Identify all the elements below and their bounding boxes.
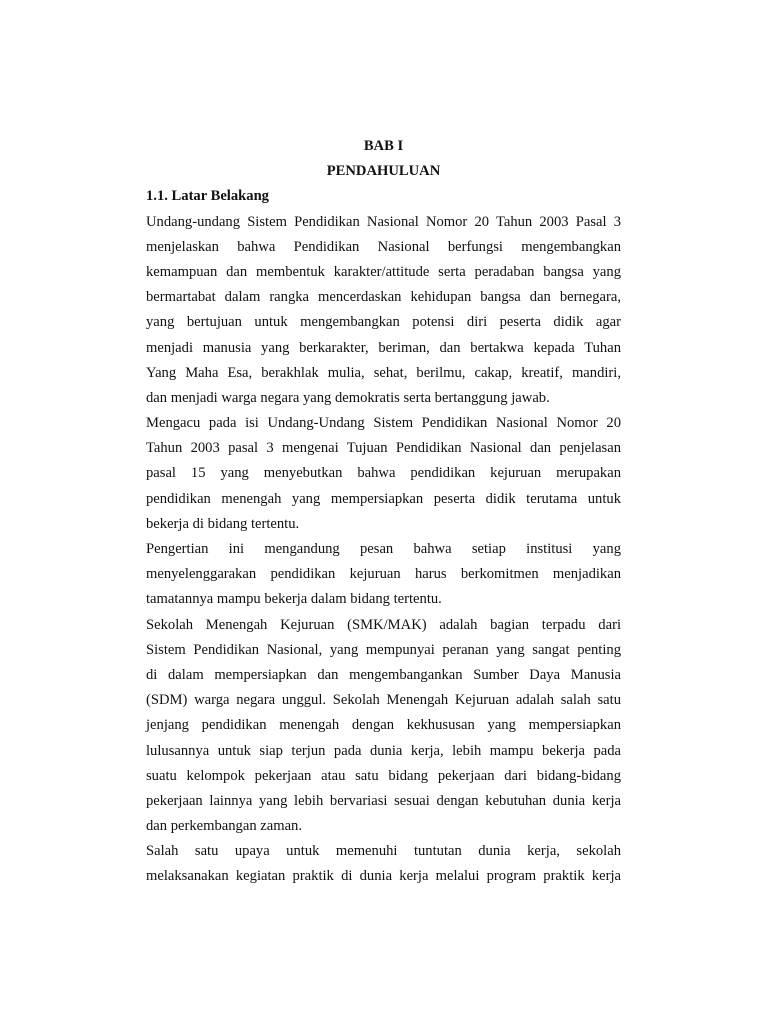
text-line: Mengacu pada isi Undang-Undang Sistem Pendidikan Nasional Nomor 20 — [146, 415, 621, 432]
text-line: pendidikan menengah yang mempersiapkan peserta didik terutama untuk — [146, 490, 621, 507]
document-page — [146, 134, 621, 890]
text-line: suatu kelompok pekerjaan atau satu bidang pekerjaan dari bidang-bidang — [146, 767, 621, 784]
text-line: melaksanakan kegiatan praktik di dunia kerja melalui program praktik kerja — [146, 868, 621, 885]
paragraph — [146, 839, 621, 889]
text-line: Sekolah Menengah Kejuruan (SMK/MAK) adalah bagian terpadu dari — [146, 616, 621, 633]
text-line: Tahun 2003 pasal 3 mengenai Tujuan Pendidikan Nasional dan penjelasan — [146, 440, 621, 457]
chapter-title: PENDAHULUAN — [326, 163, 441, 180]
section-title: 1.1. Latar Belakang — [146, 188, 269, 205]
text-line: bermartabat dalam rangka mencerdaskan kehidupan bangsa dan bernegara, — [146, 289, 621, 306]
paragraph — [146, 210, 621, 412]
text-line: pasal 15 yang menyebutkan bahwa pendidikan kejuruan merupakan — [146, 465, 621, 482]
text-line: kemampuan dan membentuk karakter/attitude serta peradaban bangsa yang — [146, 263, 621, 280]
paragraph — [146, 613, 621, 840]
text-line: Salah satu upaya untuk memenuhi tuntutan dunia kerja, sekolah — [146, 843, 621, 860]
body-text — [146, 210, 621, 890]
text-line: pekerjaan lainnya yang lebih bervariasi sesuai dengan kebutuhan dunia kerja — [146, 792, 621, 809]
text-line: bekerja di bidang tertentu. — [146, 515, 300, 532]
text-line: menjadi manusia yang berkarakter, beriman, dan bertakwa kepada Tuhan — [146, 339, 621, 356]
paragraph — [146, 411, 621, 537]
text-line: Undang-undang Sistem Pendidikan Nasional Nomor 20 Tahun 2003 Pasal 3 — [146, 213, 621, 230]
chapter-number: BAB I — [363, 138, 404, 154]
text-line: di dalam mempersiapkan dan mengembangankan Sumber Daya Manusia — [146, 666, 621, 683]
text-line: dan perkembangan zaman. — [146, 818, 302, 835]
text-line: menyelenggarakan pendidikan kejuruan harus berkomitmen menjadikan — [146, 566, 621, 583]
text-line: tamatannya mampu bekerja dalam bidang tertentu. — [146, 591, 442, 608]
text-line: menjelaskan bahwa Pendidikan Nasional berfungsi mengembangkan — [146, 238, 621, 255]
paragraph — [146, 537, 621, 613]
text-line: Yang Maha Esa, berakhlak mulia, sehat, berilmu, cakap, kreatif, mandiri, — [146, 364, 621, 381]
text-line: dan menjadi warga negara yang demokratis serta bertanggung jawab. — [146, 389, 550, 406]
text-line: lulusannya untuk siap terjun pada dunia kerja, lebih mampu bekerja pada — [146, 742, 621, 759]
text-line: yang bertujuan untuk mengembangkan potensi diri peserta didik agar — [146, 314, 621, 331]
text-line: jenjang pendidikan menengah dengan kekhususan yang mempersiapkan — [146, 717, 621, 734]
text-line: Pengertian ini mengandung pesan bahwa setiap institusi yang — [146, 541, 621, 558]
text-line: (SDM) warga negara unggul. Sekolah Menengah Kejuruan adalah salah satu — [146, 692, 621, 709]
text-line: Sistem Pendidikan Nasional, yang mempunyai peranan yang sangat penting — [146, 641, 621, 658]
